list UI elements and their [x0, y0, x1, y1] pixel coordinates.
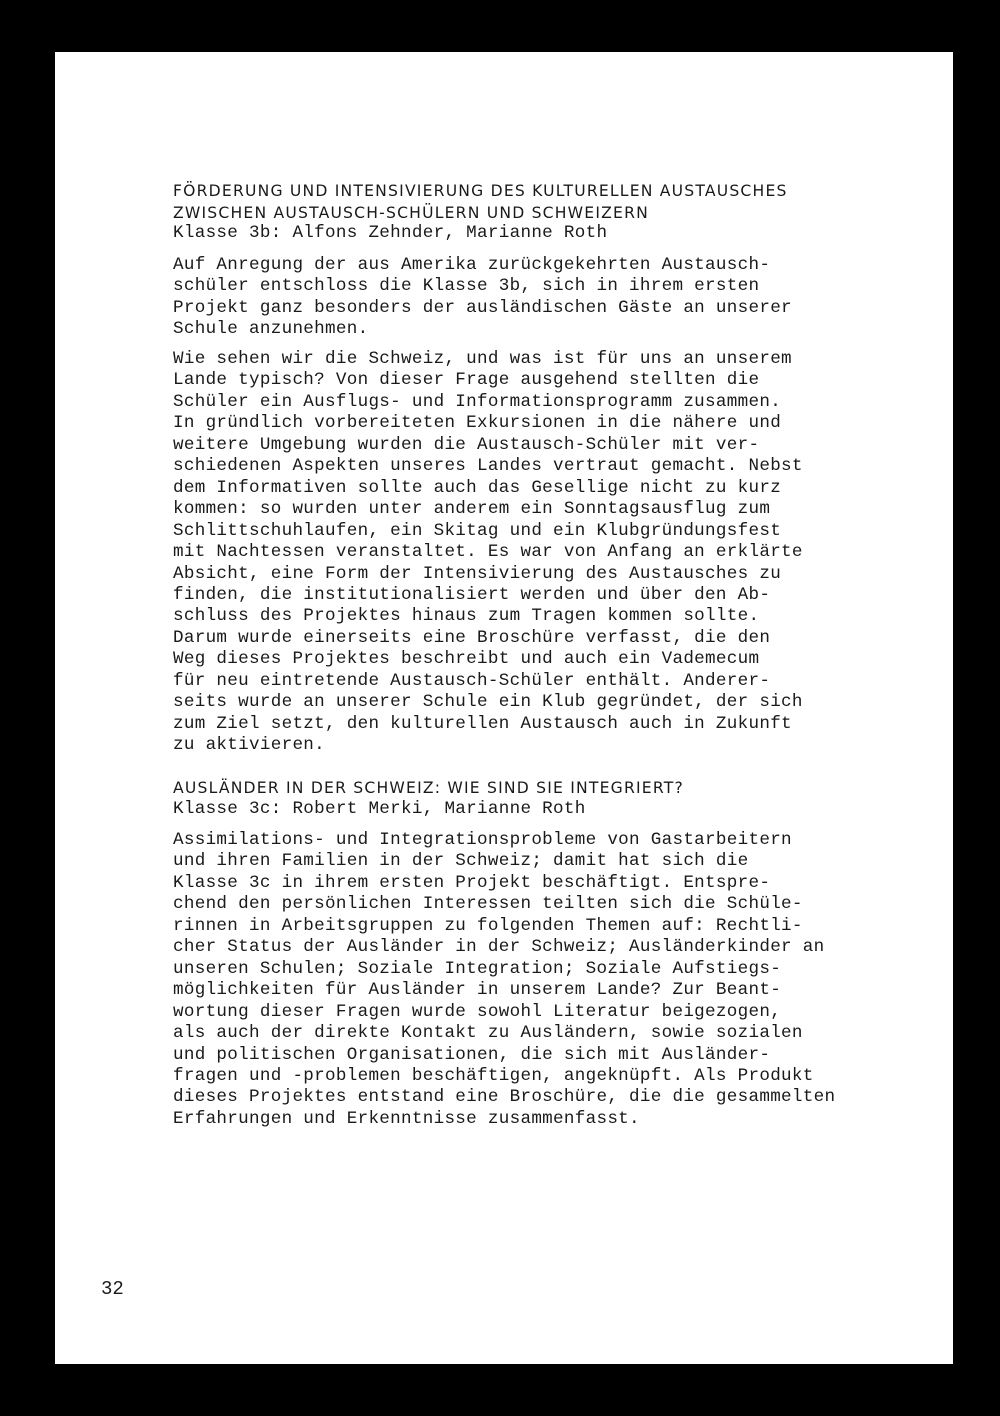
- section1-heading-line1: FÖRDERUNG UND INTENSIVIERUNG DES KULTURELLEN AUSTAUSCHES: [173, 182, 788, 200]
- page-number: 32: [101, 1278, 124, 1300]
- document-page: [55, 52, 953, 1364]
- section1-byline: Klasse 3b: Alfons Zehnder, Marianne Roth: [173, 223, 608, 243]
- section2-paragraph1: Assimilations- und Integrationsprobleme von Gastarbeitern und ihren Familien in der Schweiz; damit hat sich die Klasse 3c in ihrem ersten Projekt beschäftigt. Entspre- chend den persönlichen Interessen teilten sich die Schüle- rinnen in Arbeitsgruppen zu folgenden Themen auf: Rechtli- cher Status der Ausländer in der Schweiz; Ausländerkinder an unseren Schulen; Soziale Integration; Soziale Aufstiegs- möglichkeiten für Ausländer in unserem Lande? Zur Beant- wortung dieser Fragen wurde sowohl Literatur beigezogen, als auch der direkte Kontakt zu Ausländern, sowie sozialen und politischen Organisationen, die sich mit Ausländer- fragen und -problemen beschäftigen, angeknüpft. Als Produkt dieses Projektes entstand eine Broschüre, die die gesammelten Erfahrungen und Erkenntnisse zusammenfasst.: [173, 830, 836, 1129]
- section2-heading: AUSLÄNDER IN DER SCHWEIZ: WIE SIND SIE INTEGRIERT?: [173, 779, 684, 797]
- section1-heading-line2: ZWISCHEN AUSTAUSCH-SCHÜLERN UND SCHWEIZERN: [173, 204, 649, 222]
- section1-paragraph1: Auf Anregung der aus Amerika zurückgekehrten Austausch- schüler entschloss die Klasse 3b, sich in ihrem ersten Projekt ganz besonders der ausländischen Gäste an unserer Schule anzunehmen.: [173, 255, 792, 340]
- section1-paragraph2: Wie sehen wir die Schweiz, und was ist für uns an unserem Lande typisch? Von dieser Frage ausgehend stellten die Schüler ein Ausflugs- und Informationsprogramm zusammen. In gründlich vorbereiteten Exkursionen in die nähere und weitere Umgebung wurden die Austausch-Schüler mit ver- schiedenen Aspekten unseres Landes vertraut gemacht. Nebst dem Informativen sollte auch das Gesellige nicht zu kurz kommen: so wurden unter anderem ein Sonntagsausflug zum Schlittschuhlaufen, ein Skitag und ein Klubgründungsfest mit Nachtessen veranstaltet. Es war von Anfang an erklärte Absicht, eine Form der Intensivierung des Austausches zu finden, die institutionalisiert werden und über den Ab- schluss des Projektes hinaus zum Tragen kommen sollte. Darum wurde einerseits eine Broschüre verfasst, die den Weg dieses Projektes beschreibt und auch ein Vademecum für neu eintretende Austausch-Schüler enthält. Anderer- seits wurde an unserer Schule ein Klub gegründet, der sich zum Ziel setzt, den kulturellen Austausch auch in Zukunft zu aktivieren.: [173, 349, 803, 756]
- section2-byline: Klasse 3c: Robert Merki, Marianne Roth: [173, 799, 586, 819]
